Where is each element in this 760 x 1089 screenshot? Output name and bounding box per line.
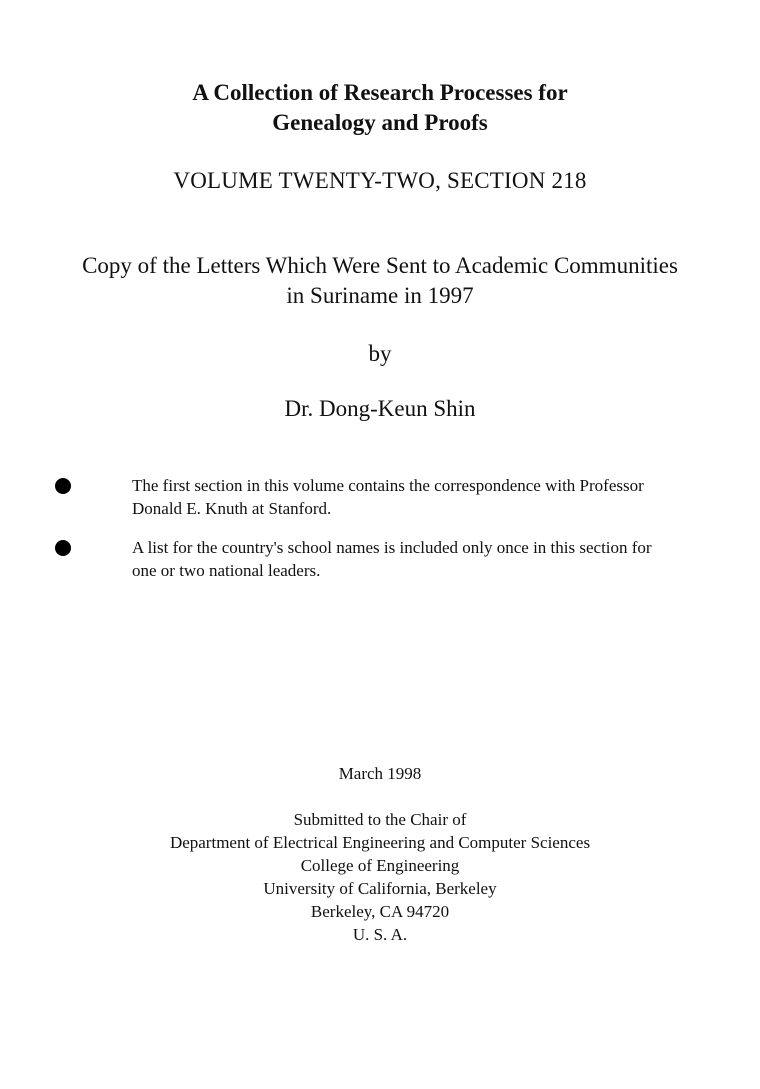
subtitle-line-2: in Suriname in 1997 [286,283,474,308]
submission-date: March 1998 [338,764,422,783]
bullet-list [0,474,760,598]
address-line-5: Berkeley, CA 94720 [310,902,450,921]
bullet-dot-icon [55,540,71,556]
address-line-1: Submitted to the Chair of [293,810,467,829]
address-line-3: College of Engineering [300,856,460,875]
address-line-2: Department of Electrical Engineering and Computer Sciences [169,833,591,852]
address-line-4: University of California, Berkeley [263,879,497,898]
volume-heading: VOLUME TWENTY-TWO, SECTION 218 [173,168,587,193]
document-title [0,78,760,138]
bullet-line-1: A list for the country's school names is included only once in this section for [132,538,652,557]
document-subtitle [0,251,760,311]
submission-address [0,808,760,946]
bullet-line-2: Donald E. Knuth at Stanford. [132,499,332,518]
bullet-line-2: one or two national leaders. [132,561,321,580]
title-line-1: A Collection of Research Processes for [192,80,568,105]
bullet-dot-icon [55,478,71,494]
bullet-line-1: The first section in this volume contains the correspondence with Professor [132,476,644,495]
by-label: by [368,341,392,366]
bullet-text [132,536,732,582]
bullet-text [132,474,732,520]
author-name: Dr. Dong-Keun Shin [284,396,476,421]
bullet-item [0,536,760,598]
subtitle-line-1: Copy of the Letters Which Were Sent to Academic Communities [82,253,678,278]
bullet-item [0,474,760,536]
title-line-2: Genealogy and Proofs [272,110,488,135]
address-line-6: U. S. A. [352,925,408,944]
